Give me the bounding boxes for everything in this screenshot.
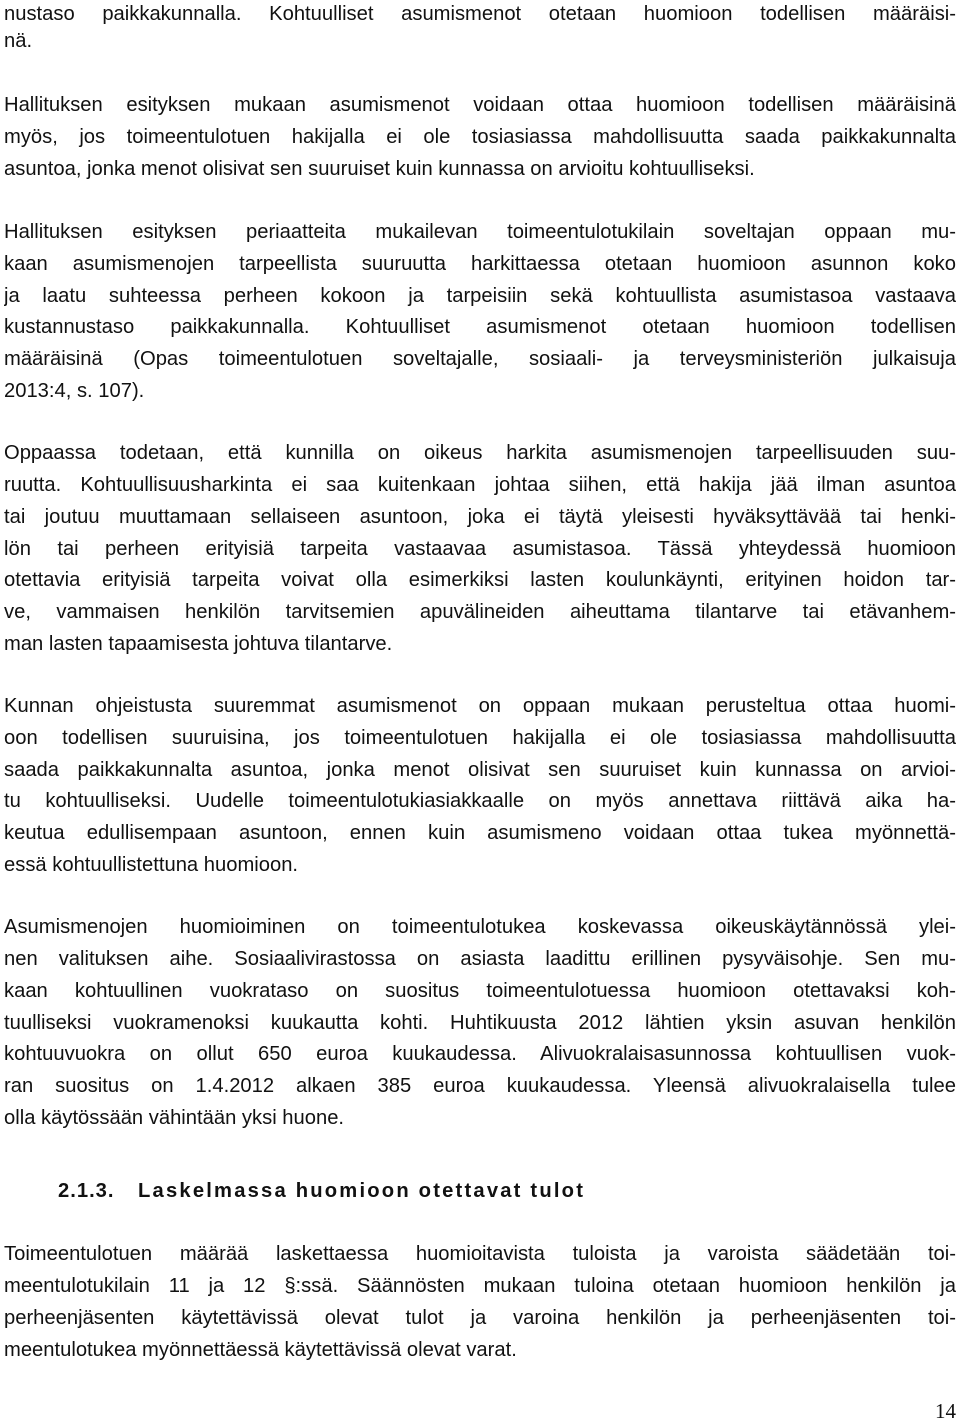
text-line: Oppaassa todetaan, että kunnilla on oikeus harkita asumismenojen tarpeellisuuden suu- <box>4 442 956 464</box>
text-line: asuntoa, jonka menot olisivat sen suuruiset kuin kunnassa on arvioitu kohtuulliseksi. <box>4 158 755 180</box>
text-line: oon todellisen suuruisina, jos toimeentulotuen hakijalla ei ole tosiasiassa mahdollisuutta <box>4 727 956 749</box>
text-line: tu kohtuulliseksi. Uudelle toimeentulotukiasiakkaalle on myös annettava riittävä aika ha- <box>4 790 956 812</box>
text-line: essä kohtuullistettuna huomioon. <box>4 854 299 876</box>
text-line: meentulotukilain 11 ja 12 §:ssä. Säännösten mukaan tuloina otetaan huomioon henkilön ja <box>4 1275 956 1297</box>
text-line: ran suositus on 1.4.2012 alkaen 385 euroa kuukaudessa. Yleensä alivuokralaisella tulee <box>4 1075 956 1097</box>
text-line: Kunnan ohjeistusta suuremmat asumismenot on oppaan mukaan perusteltua ottaa huomi- <box>4 695 956 717</box>
text-line: tai joutuu muuttamaan sellaiseen asuntoon, joka ei täytä yleisesti hyväksyttävää tai henki- <box>4 506 956 528</box>
text-line: Hallituksen esityksen mukaan asumismenot voidaan ottaa huomioon todellisen määräisinä <box>4 94 956 116</box>
text-line: meentulotukea myönnettäessä käytettävissä olevat varat. <box>4 1339 517 1361</box>
text-line: määräisinä (Opas toimeentulotuen soveltajalle, sosiaali- ja terveysministeriön julkaisuja <box>4 348 956 370</box>
text-line: Hallituksen esityksen periaatteita mukailevan toimeentulotukilain soveltajan oppaan mu- <box>4 221 956 243</box>
text-line: saada paikkakunnalta asuntoa, jonka menot olisivat sen suuruiset kuin kunnassa on arvioi- <box>4 759 956 781</box>
text-line: lön tai perheen erityisiä tarpeita vastaavaa asumistasoa. Tässä yhteydessä huomioon <box>4 538 956 560</box>
section-number: 2.1.3. <box>58 1180 115 1202</box>
section-heading <box>58 1177 585 1205</box>
text-line: kaan asumismenojen tarpeellista suuruutta harkittaessa otetaan huomioon asunnon koko <box>4 253 956 275</box>
text-line: Asumismenojen huomioiminen on toimeentulotukea koskevassa oikeuskäytännössä ylei- <box>4 916 956 938</box>
text-line: kohtuuvuokra on ollut 650 euroa kuukaudessa. Alivuokralaisasunnossa kohtuullisen vuok- <box>4 1043 956 1065</box>
text-line: nen valituksen aihe. Sosiaalivirastossa on asiasta laadittu erillinen pysyväisohje. Sen mu- <box>4 948 956 970</box>
text-line: ruutta. Kohtuullisuusharkinta ei saa kuitenkaan johtaa siihen, että hakija jää ilman asuntoa <box>4 474 956 496</box>
text-line: otettavia erityisiä tarpeita voivat olla esimerkiksi lasten koulunkäynti, erityinen hoidon tar- <box>4 569 956 591</box>
text-line: keutua edullisempaan asuntoon, ennen kuin asumismeno voidaan ottaa tukea myönnettä- <box>4 822 956 844</box>
text-line: 2013:4, s. 107). <box>4 380 145 402</box>
text-line: kaan kohtuullinen vuokrataso on suositus toimeentulotuessa huomioon otettavaksi koh- <box>4 980 956 1002</box>
section-title: Laskelmassa huomioon otettavat tulot <box>138 1180 586 1202</box>
text-line: tuulliseksi vuokramenoksi kuukautta kohti. Huhtikuusta 2012 lähtien yksin asuvan henkilön <box>4 1012 956 1034</box>
text-line: myös, jos toimeentulotuen hakijalla ei ole tosiasiassa mahdollisuutta saada paikkakunnalta <box>4 126 956 148</box>
page-number: 14 <box>935 1399 956 1423</box>
text-line: ve, vammaisen henkilön tarvitsemien apuvälineiden aiheuttama tilantarve tai etävanhem- <box>4 601 956 623</box>
text-line: olla käytössään vähintään yksi huone. <box>4 1107 345 1129</box>
text-line: nä. <box>4 30 33 52</box>
text-line: nustaso paikkakunnalla. Kohtuulliset asumismenot otetaan huomioon todellisen määräisi- <box>4 3 956 25</box>
text-line: man lasten tapaamisesta johtuva tilantarve. <box>4 633 393 655</box>
text-line: ja laatu suhteessa perheen kokoon ja tarpeisiin sekä kohtuullista asumistasoa vastaava <box>4 285 956 307</box>
text-line: kustannustaso paikkakunnalla. Kohtuulliset asumismenot otetaan huomioon todellisen <box>4 316 956 338</box>
text-line: Toimeentulotuen määrää laskettaessa huomioitavista tuloista ja varoista säädetään toi- <box>4 1243 956 1265</box>
text-line: perheenjäsenten käytettävissä olevat tulot ja varoina henkilön ja perheenjäsenten toi- <box>4 1307 956 1329</box>
